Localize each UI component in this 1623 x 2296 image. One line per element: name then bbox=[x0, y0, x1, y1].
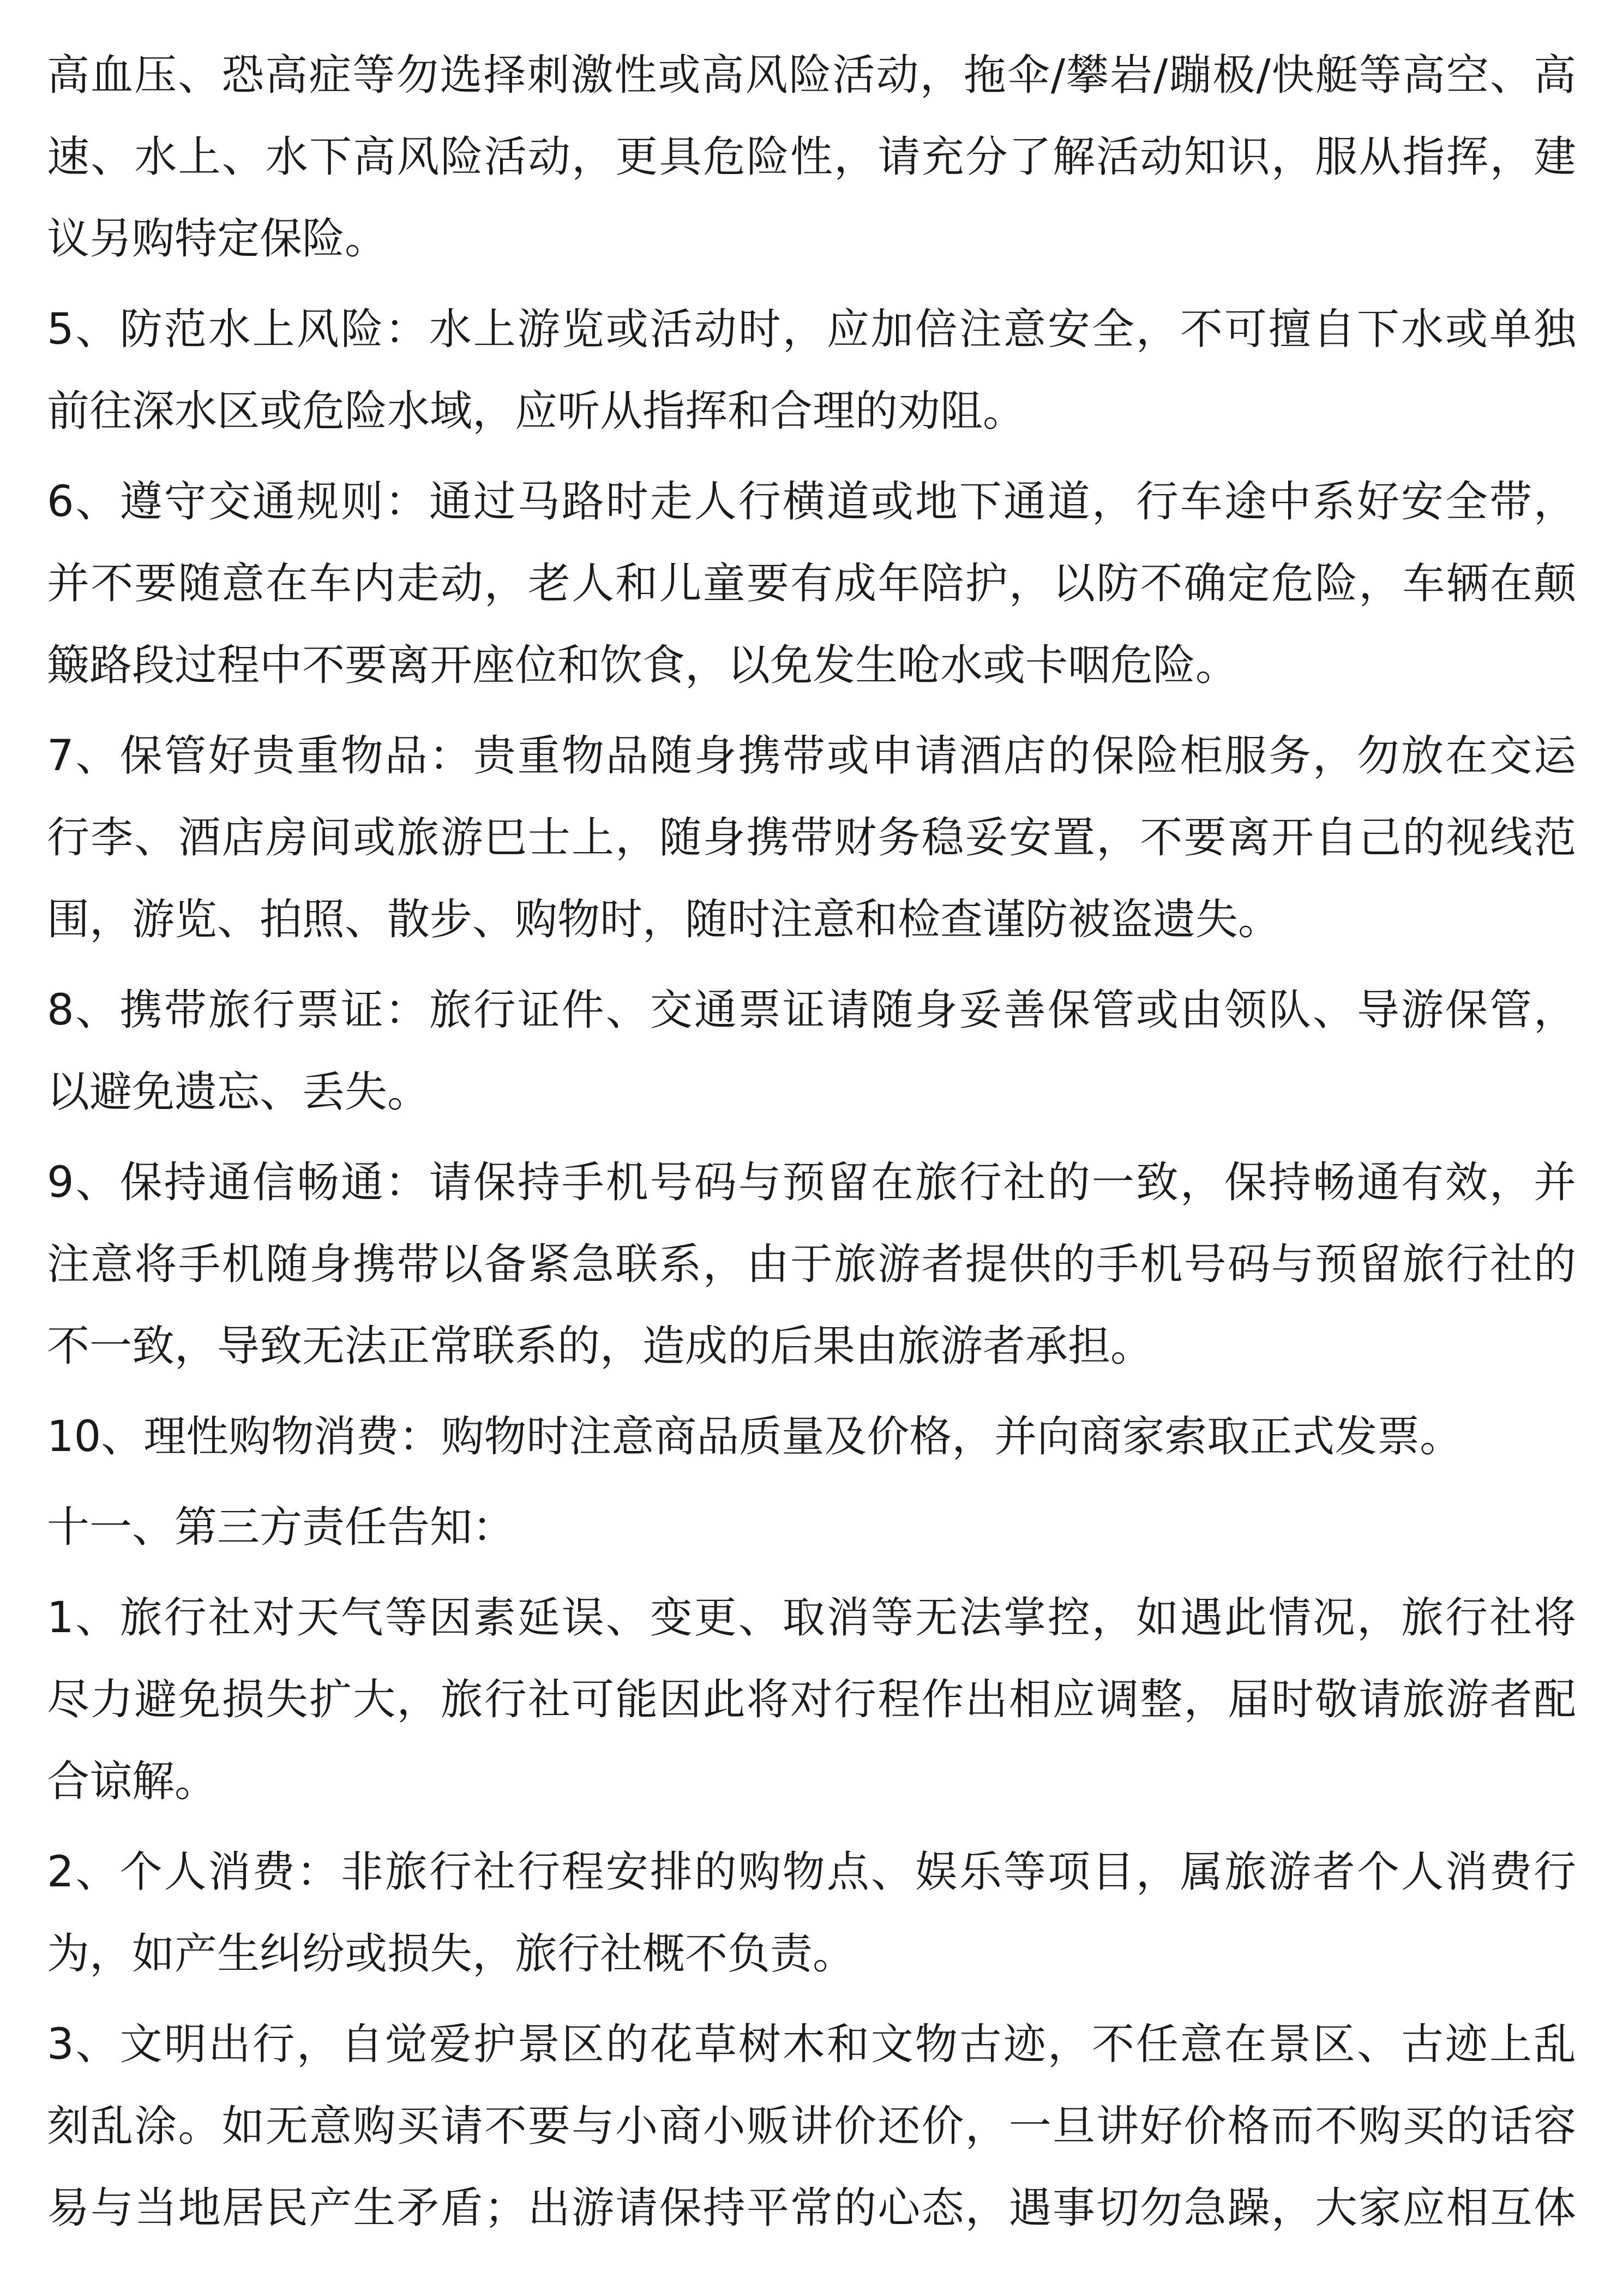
text-line-16: 不一致，导致无法正常联系的，造成的后果由旅游者承担。 bbox=[47, 1322, 1153, 1371]
text-line-25: 刻乱涂。如无意购买请不要与小商小贩讲价还价，一旦讲好价格而不购买的话容 bbox=[47, 2102, 1576, 2151]
text-line-3: 议另购特定保险。 bbox=[47, 214, 388, 263]
text-line-23: 为，如产生纠纷或损失，旅行社概不负责。 bbox=[47, 1929, 856, 1979]
text-line-7: 并不要随意在车内走动，老人和儿童要有成年陪护，以防不确定危险，车辆在颠 bbox=[47, 559, 1576, 608]
text-line-22: 2、个人消费：非旅行社行程安排的购物点、娱乐等项目，属旅游者个人消费行 bbox=[47, 1848, 1576, 1897]
text-line-14: 9、保持通信畅通：请保持手机号码与预留在旅行社的一致，保持畅通有效，并 bbox=[47, 1158, 1576, 1207]
text-line-5: 前往深水区或危险水域，应听从指挥和合理的劝阻。 bbox=[47, 387, 1026, 436]
section-heading: 十一、第三方责任告知： bbox=[47, 1503, 515, 1552]
text-line-1: 高血压、恐高症等勿选择刺激性或高风险活动，拖伞/攀岩/蹦极/快艇等高空、高 bbox=[47, 51, 1576, 100]
text-line-9: 7、保管好贵重物品：贵重物品随身携带或申请酒店的保险柜服务，勿放在交运 bbox=[47, 732, 1576, 781]
text-line-6: 6、遵守交通规则：通过马路时走人行横道或地下通道，行车途中系好安全带， bbox=[47, 477, 1576, 526]
text-line-12: 8、携带旅行票证：旅行证件、交通票证请随身妥善保管或由领队、导游保管， bbox=[47, 986, 1576, 1035]
text-line-19: 1、旅行社对天气等因素延误、变更、取消等无法掌控，如遇此情况，旅行社将 bbox=[47, 1593, 1576, 1642]
text-line-26: 易与当地居民产生矛盾；出游请保持平常的心态，遇事切勿急躁，大家应相互体 bbox=[47, 2184, 1576, 2233]
text-line-10: 行李、酒店房间或旅游巴士上，随身携带财务稳妥安置，不要离开自己的视线范 bbox=[47, 813, 1576, 862]
text-line-15: 注意将手机随身携带以备紧急联系，由于旅游者提供的手机号码与预留旅行社的 bbox=[47, 1240, 1576, 1289]
text-line-8: 簸路段过程中不要离开座位和饮食，以免发生呛水或卡咽危险。 bbox=[47, 641, 1239, 690]
text-line-17: 10、理性购物消费：购物时注意商品质量及价格，并向商家索取正式发票。 bbox=[47, 1412, 1463, 1461]
text-line-2: 速、水上、水下高风险活动，更具危险性，请充分了解活动知识，服从指挥，建 bbox=[47, 133, 1576, 182]
text-line-4: 5、防范水上风险：水上游览或活动时，应加倍注意安全，不可擅自下水或单独 bbox=[47, 305, 1576, 354]
text-line-11: 围，游览、拍照、散步、购物时，随时注意和检查谨防被盗遗失。 bbox=[47, 895, 1281, 944]
text-line-13: 以避免遗忘、丢失。 bbox=[47, 1068, 430, 1117]
text-line-20: 尽力避免损失扩大，旅行社可能因此将对行程作出相应调整，届时敬请旅游者配 bbox=[47, 1675, 1576, 1724]
text-line-24: 3、文明出行，自觉爱护景区的花草树木和文物古迹，不任意在景区、古迹上乱 bbox=[47, 2020, 1576, 2069]
text-line-21: 合谅解。 bbox=[47, 1757, 218, 1806]
